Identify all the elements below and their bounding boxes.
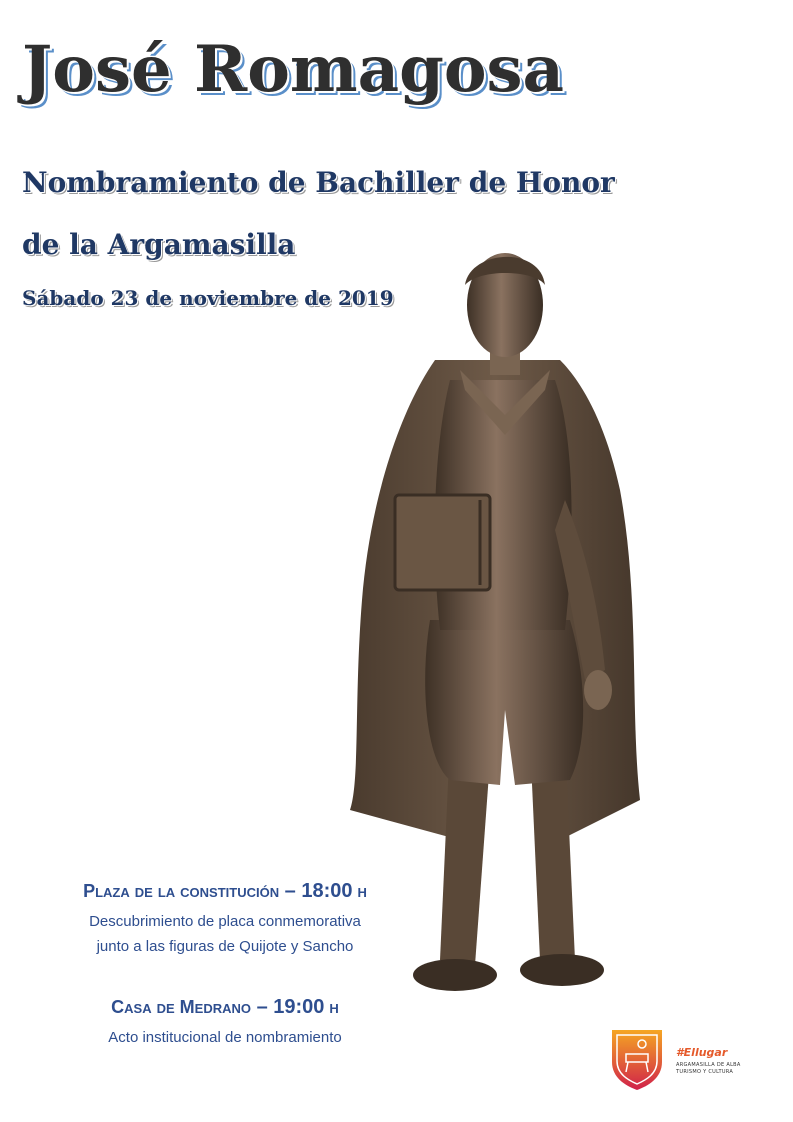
event-1 <box>30 880 420 959</box>
logo-hashtag: #Ellugar <box>676 1046 728 1059</box>
subtitle-line-2: de la Argamasilla <box>22 228 296 261</box>
event-1-description <box>30 909 420 959</box>
event-1-separator: – <box>279 880 302 902</box>
event-1-time: 18:00 <box>301 880 353 902</box>
event-2-time: 19:00 <box>273 996 325 1018</box>
event-2-place: Casa de Medrano <box>111 997 252 1017</box>
event-2-description <box>30 1025 420 1050</box>
event-2-suffix: h <box>324 997 339 1017</box>
ellugar-logo <box>608 1024 748 1094</box>
event-1-heading <box>30 880 420 903</box>
event-date: Sábado 23 de noviembre de 2019 <box>22 286 394 310</box>
shield-logo-icon <box>608 1024 666 1092</box>
logo-line-2: TURISMO Y CULTURA <box>676 1069 734 1075</box>
event-2 <box>30 996 420 1050</box>
event-2-separator: – <box>251 996 274 1018</box>
event-1-suffix: h <box>352 881 367 901</box>
event-2-description-line-1: Acto institucional de nombramiento <box>108 1029 342 1046</box>
logo-line-1: ARGAMASILLA DE ALBA <box>676 1062 741 1068</box>
page-title: José Romagosa <box>22 32 564 107</box>
event-1-description-line-1: Descubrimiento de placa conmemorativa <box>89 913 361 930</box>
event-2-heading <box>30 996 420 1019</box>
event-1-description-line-2: junto a las figuras de Quijote y Sancho <box>96 938 354 955</box>
subtitle-line-1: Nombramiento de Bachiller de Honor <box>22 166 615 199</box>
event-1-place: Plaza de la constitución <box>83 881 280 901</box>
